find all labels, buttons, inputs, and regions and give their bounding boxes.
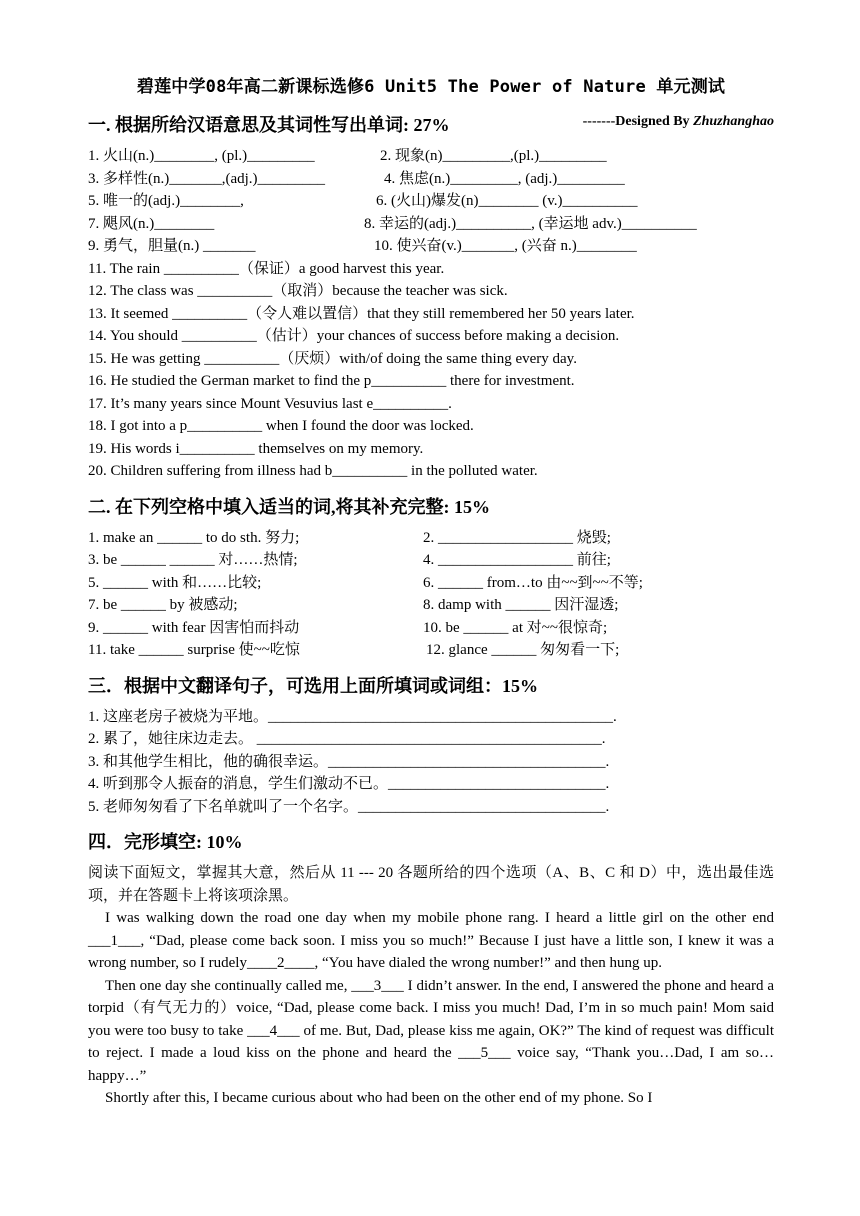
s1-pair-row [88,190,774,213]
s2-pair-row [88,639,774,662]
s1-sentence: 15. He was getting __________（厌烦）with/of doing the same thing every day. [88,350,577,367]
s1-sentence: 16. He studied the German market to find the p__________ there for investment. [88,373,575,389]
s1-item: 10. 使兴奋(v.)_______, (兴奋 n.)________ [374,238,637,254]
s1-item: 7. 飓风(n.)________ [88,215,215,232]
s2-item: 6. ______ from…to 由~~到~~不等; [423,574,643,591]
cloze-paragraph: Shortly after this, I became curious about who had been on the other end of my phone. So I [105,1090,653,1106]
s2-item: 8. damp with ______ 因汗湿透; [423,597,619,613]
s1-item: 1. 火山(n.)________, (pl.)_________ [88,148,315,164]
s1-sentence: 20. Children suffering from illness had b__________ in the polluted water. [88,463,538,479]
s1-pair-row [88,213,774,236]
s1-sentence: 13. It seemed __________（令人难以置信）that they still remembered her 50 years later. [88,305,635,322]
s2-item: 2. __________________ 烧毁; [423,529,611,546]
worksheet-page [88,72,774,1110]
s1-sentence: 19. His words i__________ themselves on my memory. [88,440,424,457]
s1-item: 9. 勇气，胆量(n.) _______ [88,238,256,254]
s1-item: 6. (火山)爆发(n)________ (v.)__________ [376,193,638,209]
s1-item: 3. 多样性(n.)_______,(adj.)_________ [88,170,326,187]
s2-pair-row [88,594,774,617]
s1-sentence: 18. I got into a p__________ when I found the door was locked. [88,418,474,434]
s2-item: 5. ______ with 和……比较; [88,574,262,591]
page-title: 碧莲中学08年高二新课标选修6 Unit5 The Power of Nature 单元测试 [136,77,726,97]
credit-name: Zhuzhanghao [693,114,774,129]
s1-item: 5. 唯一的(adj.)________, [88,193,244,209]
s3-translation-line: 2. 累了，她往床边走去。 ______________________________________________. [88,731,606,747]
cloze-paragraph: Then one day she continually called me, ___3___ I didn’t answer. In the end, I answered the phone and heard a torpid（有气无力的）voice, “Dad, please come back. I miss you much! Dad, I’m in so much pain! Mom said you were too busy to take ___4___ of me. But, Dad, please kiss me again, OK?” The kind of request was difficult to reject. I made a loud kiss on the phone and heard the ___5___ voice say, “Thank you…Dad, I am so…happy…” [88,977,774,1084]
s1-pair-row [88,168,774,191]
s1-sentence: 14. You should __________（估计）your chances of success before making a decision. [88,328,620,344]
cloze-paragraph: I was walking down the road one day when my mobile phone rang. I heard a little girl on the other end ___1___, “Dad, please come back soon. I miss you so much!” Because I just have a little son, I knew it was a wrong number, so I rudely____2____, “You have dialed the wrong number!” and then hung up. [88,910,774,971]
s2-pair-row [88,527,774,550]
s2-pair-row [88,549,774,572]
s3-translation-line: 3. 和其他学生相比，他的确很幸运。_____________________________________. [88,753,610,770]
s1-item: 4. 焦虑(n.)_________, (adj.)_________ [384,170,625,187]
s2-item: 11. take ______ surprise 使~~吃惊 [88,642,300,658]
section2-heading: 二. 在下列空格中填入适当的词,将其补充完整: 15% [88,496,490,517]
s2-pair-row [88,572,774,595]
s2-item: 10. be ______ at 对~~很惊奇; [423,619,608,636]
s2-item: 4. __________________ 前往; [423,552,611,568]
s1-item: 2. 现象(n)_________,(pl.)_________ [380,148,607,164]
s1-item: 8. 幸运的(adj.)__________, (幸运地 adv.)__________ [364,215,697,232]
s3-translation-line: 4. 听到那令人振奋的消息，学生们激动不已。_____________________________. [88,776,610,792]
s2-item: 1. make an ______ to do sth. 努力; [88,529,300,546]
s2-item: 12. glance ______ 匆匆看一下; [426,642,620,658]
s2-item: 7. be ______ by 被感动; [88,597,238,613]
cloze-instructions: 阅读下面短文，掌握其大意，然后从 11 --- 20 各题所给的四个选项（A、B、C 和 D）中，选出最佳选项，并在答题卡上将该项涂黑。 [88,865,774,904]
s3-translation-line: 1. 这座老房子被烧为平地。______________________________________________. [88,708,617,725]
section1-heading-text: 一. 根据所给汉语意思及其词性写出单词: 27% [88,115,450,135]
s3-translation-line: 5. 老师匆匆看了下名单就叫了一个名字。_________________________________. [88,798,610,815]
s1-sentence: 11. The rain __________（保证）a good harvest this year. [88,260,445,277]
designer-credit [583,114,774,130]
s2-pair-row [88,617,774,640]
s2-item: 3. be ______ ______ 对……热情; [88,552,298,568]
s1-pair-row [88,235,774,258]
section3-heading: 三．根据中文翻译句子，可选用上面所填词或词组：15% [88,675,538,696]
s1-pair-row [88,145,774,168]
credit-prefix: -------Designed By [582,114,694,129]
section4-heading: 四．完形填空: 10% [88,832,243,852]
section1-heading [88,111,774,137]
s1-sentence: 12. The class was __________（取消）because the teacher was sick. [88,283,508,299]
s1-sentence: 17. It’s many years since Mount Vesuvius last e__________. [88,395,452,412]
s2-item: 9. ______ with fear 因害怕而抖动 [88,619,300,636]
